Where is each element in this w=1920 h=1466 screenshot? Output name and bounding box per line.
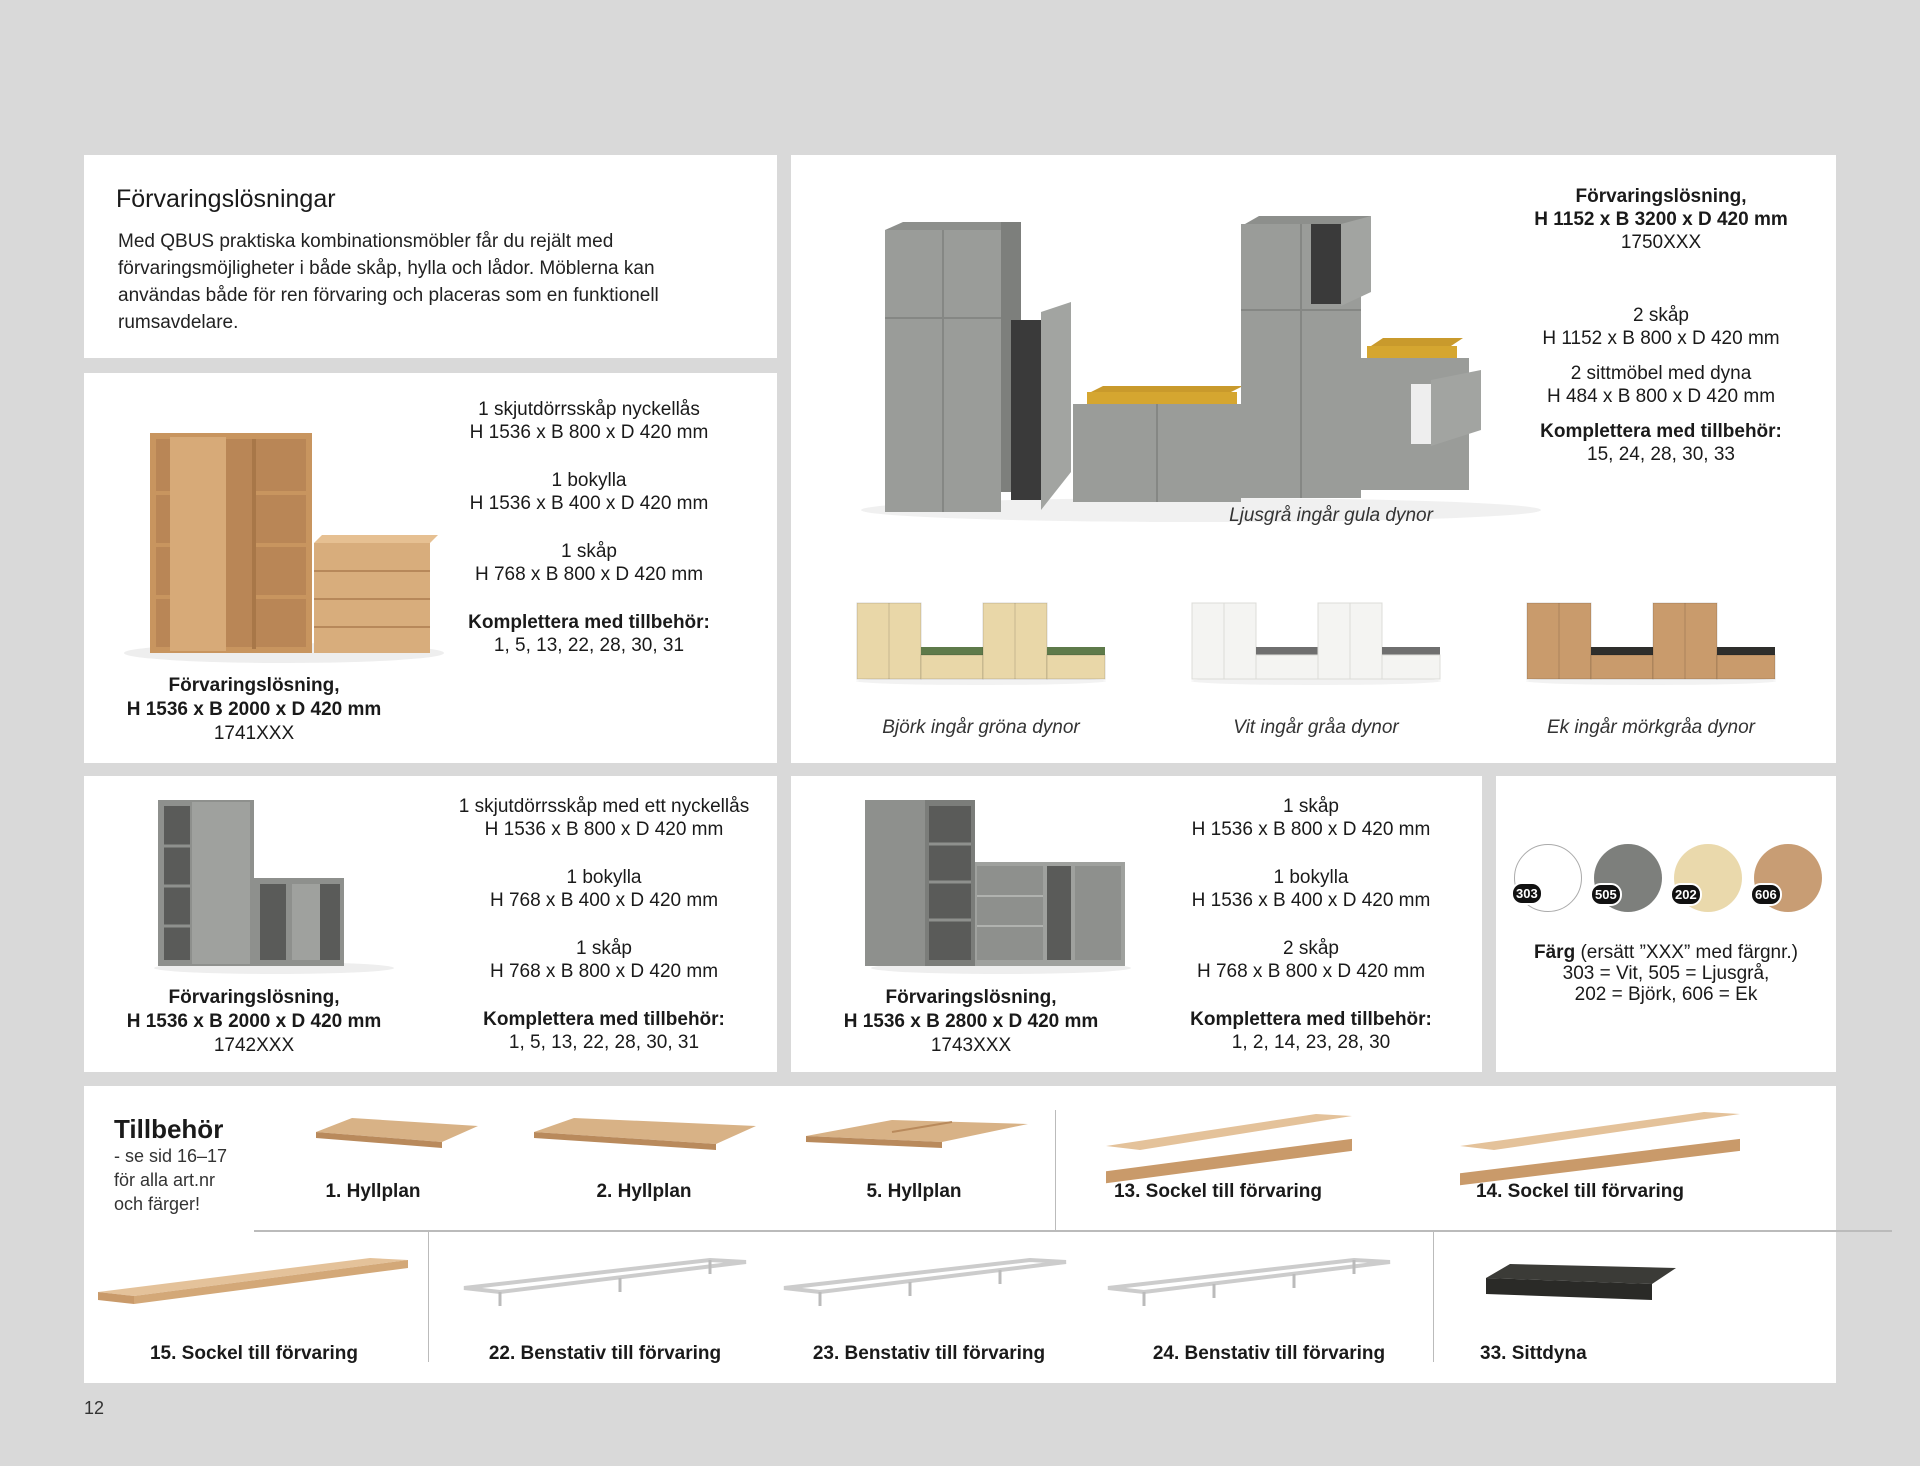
caption-dims: H 1536 x B 2000 x D 420 mm <box>126 699 382 720</box>
color-note: (ersätt ”XXX” med färgnr.) <box>1580 942 1798 963</box>
set-1750-dims: H 1152 x B 3200 x D 420 mm <box>1534 209 1788 230</box>
product-code: 1750XXX <box>1620 232 1702 253</box>
plinth-icon <box>1100 1106 1356 1166</box>
page-number: 12 <box>84 1398 105 1418</box>
cushion-icon <box>1480 1258 1680 1308</box>
note-line: för alla art.nr <box>114 1170 216 1190</box>
accessories-list: 15, 24, 28, 30, 33 <box>1587 444 1735 465</box>
caption-dims: H 1536 x B 2800 x D 420 mm <box>843 1011 1099 1032</box>
spec-name: 1 bokylla <box>566 867 642 888</box>
set-1743-specs <box>1161 795 1461 1079</box>
caption-title: Förvaringslösning, <box>168 675 340 696</box>
spec-name: 2 sittmöbel med dyna <box>1570 363 1752 384</box>
swatch-code: 606 <box>1750 883 1782 906</box>
accessories-panel <box>84 1086 1836 1383</box>
accessory-label: 24. Benstativ till förvaring <box>1152 1343 1386 1364</box>
accessory-label: 2. Hyllplan <box>596 1181 692 1202</box>
spec-dims: H 1536 x B 400 x D 420 mm <box>469 493 709 514</box>
spec-dims: H 768 x B 800 x D 420 mm <box>474 564 704 585</box>
intro-panel <box>84 155 777 358</box>
shelf-icon <box>802 1114 1032 1154</box>
accessory-label: 23. Benstativ till förvaring <box>812 1343 1046 1364</box>
plinth-icon <box>1454 1104 1744 1164</box>
leg-frame-icon <box>460 1252 750 1312</box>
spec-name: 1 skåp <box>576 938 632 959</box>
swatch-birch <box>1674 844 1742 912</box>
divider <box>254 1230 1892 1232</box>
variant-white-image <box>1186 595 1446 685</box>
leg-frame-icon <box>780 1252 1070 1312</box>
plinth-icon <box>94 1248 414 1308</box>
accessories-label: Komplettera med tillbehör: <box>1190 1009 1432 1030</box>
spec-dims: H 768 x B 400 x D 420 mm <box>489 890 719 911</box>
spec-dims: H 484 x B 800 x D 420 mm <box>1546 386 1776 407</box>
spec-dims: H 768 x B 800 x D 420 mm <box>1196 961 1426 982</box>
note-line: - se sid 16–17 <box>114 1146 228 1166</box>
accessories-note <box>114 1144 227 1216</box>
divider <box>1055 1110 1056 1230</box>
product-code: 1741XXX <box>213 723 295 744</box>
set-1750-title: Förvaringslösning, <box>1575 186 1747 207</box>
shelf-icon <box>530 1114 760 1154</box>
spec-name: 2 skåp <box>1633 305 1689 326</box>
spec-dims: H 768 x B 800 x D 420 mm <box>489 961 719 982</box>
note-line: och färger! <box>114 1194 201 1214</box>
accessories-title: Tillbehör <box>114 1114 224 1144</box>
spec-name: 1 skåp <box>561 541 617 562</box>
set-1742-panel <box>84 776 777 1072</box>
set-1741-panel <box>84 373 777 763</box>
accessories-label: Komplettera med tillbehör: <box>468 612 710 633</box>
accessory-label: 15. Sockel till förvaring <box>149 1343 359 1364</box>
swatch-light-grey <box>1594 844 1662 912</box>
spec-name: 1 bokylla <box>1273 867 1349 888</box>
set-1743-image <box>851 796 1141 976</box>
product-code: 1742XXX <box>213 1035 295 1056</box>
divider <box>1433 1232 1434 1362</box>
accessories-label: Komplettera med tillbehör: <box>1540 421 1782 442</box>
spec-dims: H 1152 x B 800 x D 420 mm <box>1542 328 1780 349</box>
accessories-list: 1, 2, 14, 23, 28, 30 <box>1231 1032 1391 1053</box>
spec-dims: H 1536 x B 800 x D 420 mm <box>1191 819 1431 840</box>
accessories-list: 1, 5, 13, 22, 28, 30, 31 <box>493 635 685 656</box>
color-panel <box>1496 776 1836 1072</box>
set-1742-image <box>144 796 404 976</box>
spec-name: 1 bokylla <box>551 470 627 491</box>
accessory-label: 5. Hyllplan <box>866 1181 962 1202</box>
set-1750-panel <box>791 155 1836 763</box>
caption-title: Förvaringslösning, <box>168 987 340 1008</box>
swatch-code: 505 <box>1590 883 1622 906</box>
set-1742-caption <box>104 986 404 1058</box>
set-1743-caption <box>811 986 1131 1058</box>
color-legend-line: 303 = Vit, 505 = Ljusgrå, <box>1562 963 1770 984</box>
set-1750-specs <box>1511 185 1811 491</box>
set-1750-image <box>851 210 1571 530</box>
set-1741-specs <box>444 398 734 682</box>
main-variant-caption: Ljusgrå ingår gula dynor <box>1229 505 1433 526</box>
variant-birch-image <box>851 595 1111 685</box>
accessory-label: 13. Sockel till förvaring <box>1113 1181 1323 1202</box>
accessory-label: 14. Sockel till förvaring <box>1475 1181 1685 1202</box>
accessory-label: 1. Hyllplan <box>325 1181 421 1202</box>
accessory-label: 33. Sittdyna <box>1480 1343 1587 1364</box>
accessory-label: 22. Benstativ till förvaring <box>488 1343 722 1364</box>
variant-caption: Björk ingår gröna dynor <box>882 717 1080 738</box>
swatch-code: 303 <box>1511 882 1543 905</box>
set-1743-panel <box>791 776 1482 1072</box>
caption-dims: H 1536 x B 2000 x D 420 mm <box>126 1011 382 1032</box>
swatch-white <box>1514 844 1582 912</box>
set-1741-image <box>114 413 444 673</box>
spec-dims: H 1536 x B 800 x D 420 mm <box>469 422 709 443</box>
spec-name: 2 skåp <box>1283 938 1339 959</box>
leg-frame-icon <box>1104 1252 1394 1312</box>
set-1742-specs <box>444 795 764 1079</box>
color-legend <box>1496 942 1836 1005</box>
spec-name: 1 skjutdörrsskåp nyckellås <box>478 399 700 420</box>
color-label: Färg <box>1534 942 1576 963</box>
variant-caption: Ek ingår mörkgråa dynor <box>1546 717 1756 738</box>
variant-oak-image <box>1521 595 1781 685</box>
product-code: 1743XXX <box>930 1035 1012 1056</box>
intro-title: Förvaringslösningar <box>116 185 336 213</box>
swatch-code: 202 <box>1670 883 1702 906</box>
shelf-icon <box>312 1114 482 1154</box>
caption-title: Förvaringslösning, <box>885 987 1057 1008</box>
accessories-label: Komplettera med tillbehör: <box>483 1009 725 1030</box>
spec-name: 1 skjutdörrsskåp med ett nyckellås <box>458 796 750 817</box>
spec-dims: H 1536 x B 400 x D 420 mm <box>1191 890 1431 911</box>
intro-text: Med QBUS praktiska kombinationsmöbler får du rejält med förvaringsmöjligheter i både skåp, hylla och lådor. Möblerna kan användas både för ren förvaring och placeras som en funktionell rumsavdelare. <box>118 231 659 333</box>
spec-name: 1 skåp <box>1283 796 1339 817</box>
spec-dims: H 1536 x B 800 x D 420 mm <box>484 819 724 840</box>
set-1741-caption <box>104 674 404 746</box>
swatch-oak <box>1754 844 1822 912</box>
divider <box>428 1232 429 1362</box>
color-legend-line: 202 = Björk, 606 = Ek <box>1574 984 1758 1005</box>
accessories-list: 1, 5, 13, 22, 28, 30, 31 <box>508 1032 700 1053</box>
variant-caption: Vit ingår gråa dynor <box>1233 717 1399 738</box>
